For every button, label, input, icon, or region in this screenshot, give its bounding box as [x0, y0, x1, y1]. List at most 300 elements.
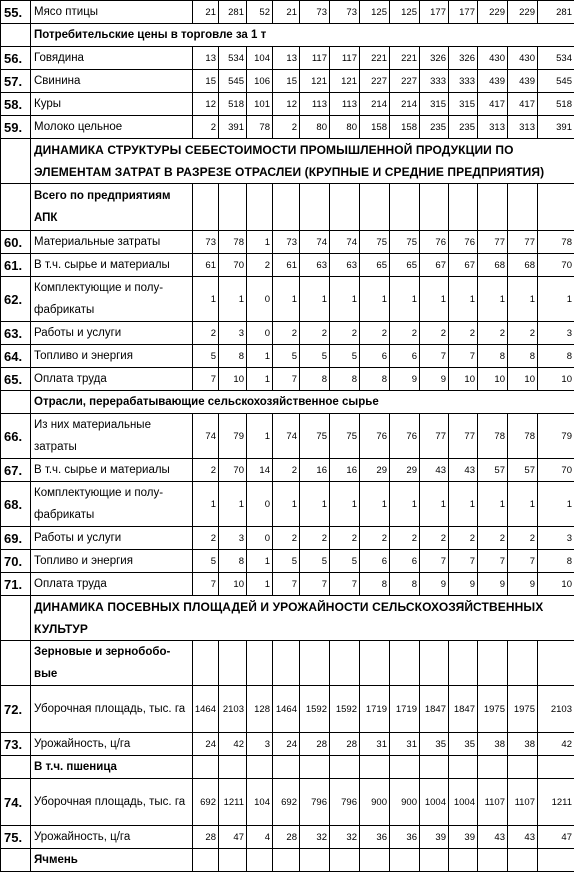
section-header: ДИНАМИКА СТРУКТУРЫ СЕБЕСТОИМОСТИ ПРОМЫШЛЕННОЙ ПРОДУКЦИИ ПО ЭЛЕМЕНТАМ ЗАТРАТ В РАЗРЕЗЕ ОТРАСЛЕИ (КРУПНЫЕ И СРЕДНИЕ ПРЕДПРИЯТИЯ) [31, 139, 574, 184]
empty-cell [360, 184, 390, 231]
value-cell: 75 [300, 414, 330, 459]
value-cell: 2 [330, 527, 360, 550]
value-cell: 227 [390, 70, 420, 93]
empty-cell [449, 641, 478, 686]
value-cell: 70 [538, 459, 574, 482]
value-cell: 24 [193, 733, 219, 756]
row-number: 74. [1, 779, 31, 826]
row-number [1, 756, 31, 779]
value-cell: 78 [247, 116, 273, 139]
value-cell: 9 [420, 368, 449, 391]
value-cell: 106 [247, 70, 273, 93]
value-cell: 2 [360, 527, 390, 550]
row-label: Топливо и энергия [31, 550, 193, 573]
row-number: 57. [1, 70, 31, 93]
value-cell: 75 [330, 414, 360, 459]
value-cell: 74 [330, 231, 360, 254]
value-cell: 31 [390, 733, 420, 756]
value-cell: 417 [478, 93, 508, 116]
empty-cell [420, 641, 449, 686]
empty-cell [193, 849, 219, 872]
value-cell: 5 [300, 550, 330, 573]
empty-cell [449, 184, 478, 231]
value-cell: 76 [390, 414, 420, 459]
value-cell: 796 [330, 779, 360, 826]
value-cell: 16 [300, 459, 330, 482]
empty-cell [273, 756, 300, 779]
table-row [1, 641, 574, 686]
table-row [1, 414, 574, 459]
value-cell: 229 [478, 1, 508, 24]
table-row [1, 345, 574, 368]
value-cell: 518 [538, 93, 574, 116]
empty-cell [508, 756, 538, 779]
value-cell: 77 [420, 414, 449, 459]
table-row [1, 116, 574, 139]
value-cell: 6 [390, 550, 420, 573]
row-label: Говядина [31, 47, 193, 70]
value-cell: 1592 [300, 686, 330, 733]
row-number: 63. [1, 322, 31, 345]
value-cell: 36 [390, 826, 420, 849]
value-cell: 1719 [390, 686, 420, 733]
value-cell: 1 [508, 277, 538, 322]
table-row [1, 596, 574, 641]
value-cell: 2 [193, 459, 219, 482]
value-cell: 101 [247, 93, 273, 116]
value-cell: 43 [449, 459, 478, 482]
empty-cell [538, 641, 574, 686]
value-cell: 1 [219, 277, 247, 322]
value-cell: 12 [273, 93, 300, 116]
value-cell: 1 [478, 277, 508, 322]
row-number: 70. [1, 550, 31, 573]
value-cell: 2 [300, 527, 330, 550]
value-cell: 121 [300, 70, 330, 93]
table-row [1, 277, 574, 322]
empty-cell [247, 756, 273, 779]
table-row [1, 527, 574, 550]
value-cell: 1 [273, 277, 300, 322]
row-label: Куры [31, 93, 193, 116]
value-cell: 125 [360, 1, 390, 24]
value-cell: 1464 [193, 686, 219, 733]
value-cell: 1 [193, 277, 219, 322]
value-cell: 1 [478, 482, 508, 527]
empty-cell [478, 641, 508, 686]
empty-cell [273, 184, 300, 231]
value-cell: 73 [273, 231, 300, 254]
empty-cell [449, 849, 478, 872]
value-cell: 63 [330, 254, 360, 277]
value-cell: 121 [330, 70, 360, 93]
value-cell: 1847 [449, 686, 478, 733]
value-cell: 1211 [219, 779, 247, 826]
value-cell: 333 [449, 70, 478, 93]
empty-cell [247, 184, 273, 231]
value-cell: 1 [330, 277, 360, 322]
value-cell: 21 [193, 1, 219, 24]
empty-cell [330, 849, 360, 872]
value-cell: 333 [420, 70, 449, 93]
value-cell: 1 [449, 482, 478, 527]
value-cell: 2 [360, 322, 390, 345]
value-cell: 221 [390, 47, 420, 70]
value-cell: 7 [300, 573, 330, 596]
value-cell: 430 [508, 47, 538, 70]
empty-cell [420, 184, 449, 231]
value-cell: 534 [538, 47, 574, 70]
value-cell: 117 [300, 47, 330, 70]
value-cell: 1 [390, 482, 420, 527]
empty-cell [219, 641, 247, 686]
table-row [1, 459, 574, 482]
value-cell: 10 [449, 368, 478, 391]
value-cell: 9 [508, 573, 538, 596]
empty-cell [390, 641, 420, 686]
row-number: 69. [1, 527, 31, 550]
value-cell: 3 [219, 322, 247, 345]
table-row [1, 368, 574, 391]
value-cell: 391 [219, 116, 247, 139]
row-label: Материальные затраты [31, 231, 193, 254]
row-label: Уборочная площадь, тыс. га [31, 779, 193, 826]
value-cell: 35 [420, 733, 449, 756]
value-cell: 1 [330, 482, 360, 527]
value-cell: 76 [449, 231, 478, 254]
row-number [1, 849, 31, 872]
value-cell: 6 [360, 550, 390, 573]
value-cell: 67 [420, 254, 449, 277]
value-cell: 2 [508, 322, 538, 345]
empty-cell [193, 756, 219, 779]
value-cell: 391 [538, 116, 574, 139]
value-cell: 63 [300, 254, 330, 277]
value-cell: 28 [300, 733, 330, 756]
value-cell: 13 [273, 47, 300, 70]
value-cell: 692 [193, 779, 219, 826]
row-number: 55. [1, 1, 31, 24]
value-cell: 9 [420, 573, 449, 596]
value-cell: 9 [449, 573, 478, 596]
value-cell: 7 [330, 573, 360, 596]
value-cell: 36 [360, 826, 390, 849]
value-cell: 79 [538, 414, 574, 459]
empty-cell [390, 849, 420, 872]
row-label: Мясо птицы [31, 1, 193, 24]
row-label: Свинина [31, 70, 193, 93]
row-number: 65. [1, 368, 31, 391]
value-cell: 326 [420, 47, 449, 70]
value-cell: 229 [508, 1, 538, 24]
subsection-label: Всего по предприятиям АПК [31, 184, 193, 231]
value-cell: 8 [538, 345, 574, 368]
empty-cell [538, 756, 574, 779]
value-cell: 78 [508, 414, 538, 459]
value-cell: 0 [247, 482, 273, 527]
empty-cell [360, 756, 390, 779]
value-cell: 9 [478, 573, 508, 596]
value-cell: 74 [273, 414, 300, 459]
value-cell: 7 [193, 573, 219, 596]
row-number: 71. [1, 573, 31, 596]
value-cell: 2 [273, 322, 300, 345]
value-cell: 76 [420, 231, 449, 254]
empty-cell [273, 849, 300, 872]
value-cell: 1107 [478, 779, 508, 826]
value-cell: 10 [508, 368, 538, 391]
table-row [1, 231, 574, 254]
empty-cell [508, 641, 538, 686]
value-cell: 28 [273, 826, 300, 849]
value-cell: 78 [219, 231, 247, 254]
value-cell: 1975 [508, 686, 538, 733]
value-cell: 10 [538, 368, 574, 391]
table-row [1, 93, 574, 116]
value-cell: 2 [300, 322, 330, 345]
table-row [1, 139, 574, 184]
value-cell: 38 [478, 733, 508, 756]
value-cell: 9 [390, 368, 420, 391]
empty-cell [219, 849, 247, 872]
value-cell: 70 [538, 254, 574, 277]
value-cell: 1 [300, 482, 330, 527]
value-cell: 8 [300, 368, 330, 391]
value-cell: 65 [390, 254, 420, 277]
value-cell: 7 [420, 550, 449, 573]
value-cell: 2 [478, 527, 508, 550]
value-cell: 78 [538, 231, 574, 254]
value-cell: 177 [449, 1, 478, 24]
value-cell: 8 [219, 345, 247, 368]
value-cell: 0 [247, 277, 273, 322]
value-cell: 61 [193, 254, 219, 277]
value-cell: 1 [300, 277, 330, 322]
value-cell: 13 [193, 47, 219, 70]
subsection-label: Зерновые и зернобобо-вые [31, 641, 193, 686]
value-cell: 7 [193, 368, 219, 391]
value-cell: 1 [247, 231, 273, 254]
row-label: Комплектующие и полу-фабрикаты [31, 482, 193, 527]
value-cell: 1975 [478, 686, 508, 733]
table-row [1, 47, 574, 70]
value-cell: 32 [300, 826, 330, 849]
row-number [1, 391, 31, 414]
value-cell: 52 [247, 1, 273, 24]
value-cell: 214 [390, 93, 420, 116]
empty-cell [538, 184, 574, 231]
value-cell: 61 [273, 254, 300, 277]
table-row [1, 391, 574, 414]
empty-cell [300, 849, 330, 872]
empty-cell [247, 849, 273, 872]
table-row [1, 756, 574, 779]
value-cell: 42 [538, 733, 574, 756]
row-number [1, 184, 31, 231]
row-label: В т.ч. сырье и материалы [31, 459, 193, 482]
value-cell: 158 [390, 116, 420, 139]
empty-cell [390, 184, 420, 231]
value-cell: 326 [449, 47, 478, 70]
value-cell: 47 [538, 826, 574, 849]
value-cell: 117 [330, 47, 360, 70]
value-cell: 3 [247, 733, 273, 756]
section-header: ДИНАМИКА ПОСЕВНЫХ ПЛОЩАДЕЙ И УРОЖАЙНОСТИ СЕЛЬСКОХОЗЯЙСТВЕННЫХ КУЛЬТУР [31, 596, 574, 641]
value-cell: 104 [247, 47, 273, 70]
value-cell: 1847 [420, 686, 449, 733]
empty-cell [219, 756, 247, 779]
value-cell: 2103 [538, 686, 574, 733]
value-cell: 2 [330, 322, 360, 345]
value-cell: 15 [273, 70, 300, 93]
value-cell: 15 [193, 70, 219, 93]
value-cell: 24 [273, 733, 300, 756]
subsection-label: В т.ч. пшеница [31, 756, 193, 779]
empty-cell [478, 849, 508, 872]
value-cell: 8 [219, 550, 247, 573]
value-cell: 281 [538, 1, 574, 24]
empty-cell [247, 641, 273, 686]
value-cell: 57 [508, 459, 538, 482]
value-cell: 5 [330, 550, 360, 573]
value-cell: 8 [360, 573, 390, 596]
value-cell: 1 [420, 482, 449, 527]
value-cell: 315 [449, 93, 478, 116]
row-number: 75. [1, 826, 31, 849]
value-cell: 5 [330, 345, 360, 368]
value-cell: 2 [247, 254, 273, 277]
table-row [1, 826, 574, 849]
row-number [1, 139, 31, 184]
value-cell: 1 [420, 277, 449, 322]
value-cell: 2 [449, 527, 478, 550]
value-cell: 5 [273, 550, 300, 573]
value-cell: 8 [478, 345, 508, 368]
empty-cell [420, 756, 449, 779]
value-cell: 417 [508, 93, 538, 116]
value-cell: 1 [247, 550, 273, 573]
value-cell: 3 [538, 322, 574, 345]
value-cell: 7 [273, 368, 300, 391]
value-cell: 39 [449, 826, 478, 849]
value-cell: 158 [360, 116, 390, 139]
row-number: 67. [1, 459, 31, 482]
table-row [1, 779, 574, 826]
row-number [1, 641, 31, 686]
value-cell: 74 [300, 231, 330, 254]
empty-cell [478, 184, 508, 231]
value-cell: 1 [390, 277, 420, 322]
empty-cell [420, 849, 449, 872]
table-row [1, 70, 574, 93]
value-cell: 1211 [538, 779, 574, 826]
row-number: 58. [1, 93, 31, 116]
value-cell: 7 [273, 573, 300, 596]
value-cell: 2 [273, 116, 300, 139]
value-cell: 900 [390, 779, 420, 826]
value-cell: 70 [219, 459, 247, 482]
value-cell: 1 [360, 277, 390, 322]
table-row [1, 733, 574, 756]
value-cell: 1 [538, 277, 574, 322]
value-cell: 80 [330, 116, 360, 139]
value-cell: 692 [273, 779, 300, 826]
empty-cell [300, 641, 330, 686]
value-cell: 57 [478, 459, 508, 482]
row-number: 68. [1, 482, 31, 527]
row-label: Оплата труда [31, 368, 193, 391]
row-number [1, 596, 31, 641]
value-cell: 128 [247, 686, 273, 733]
value-cell: 43 [508, 826, 538, 849]
value-cell: 2 [193, 322, 219, 345]
value-cell: 1 [247, 368, 273, 391]
value-cell: 29 [390, 459, 420, 482]
value-cell: 74 [193, 414, 219, 459]
row-label: В т.ч. сырье и материалы [31, 254, 193, 277]
value-cell: 2 [449, 322, 478, 345]
value-cell: 76 [360, 414, 390, 459]
empty-cell [508, 849, 538, 872]
subsection-label: Ячмень [31, 849, 193, 872]
row-number: 66. [1, 414, 31, 459]
value-cell: 47 [219, 826, 247, 849]
value-cell: 1 [193, 482, 219, 527]
value-cell: 1 [273, 482, 300, 527]
empty-cell [300, 756, 330, 779]
value-cell: 2 [273, 527, 300, 550]
table-row [1, 24, 574, 47]
table-row [1, 573, 574, 596]
value-cell: 3 [538, 527, 574, 550]
value-cell: 10 [538, 573, 574, 596]
value-cell: 2 [193, 116, 219, 139]
value-cell: 73 [193, 231, 219, 254]
empty-cell [219, 184, 247, 231]
value-cell: 77 [449, 414, 478, 459]
value-cell: 796 [300, 779, 330, 826]
value-cell: 545 [538, 70, 574, 93]
value-cell: 104 [247, 779, 273, 826]
value-cell: 10 [478, 368, 508, 391]
row-label: Комплектующие и полу-фабрикаты [31, 277, 193, 322]
value-cell: 2 [508, 527, 538, 550]
value-cell: 32 [330, 826, 360, 849]
table-row [1, 482, 574, 527]
row-label: Оплата труда [31, 573, 193, 596]
value-cell: 7 [420, 345, 449, 368]
value-cell: 10 [219, 573, 247, 596]
value-cell: 35 [449, 733, 478, 756]
value-cell: 430 [478, 47, 508, 70]
table-row [1, 849, 574, 872]
value-cell: 2 [390, 322, 420, 345]
value-cell: 534 [219, 47, 247, 70]
value-cell: 43 [420, 459, 449, 482]
row-number: 64. [1, 345, 31, 368]
row-label: Молоко цельное [31, 116, 193, 139]
value-cell: 7 [449, 550, 478, 573]
value-cell: 2 [193, 527, 219, 550]
value-cell: 12 [193, 93, 219, 116]
value-cell: 8 [508, 345, 538, 368]
value-cell: 1 [449, 277, 478, 322]
value-cell: 38 [508, 733, 538, 756]
value-cell: 1 [247, 573, 273, 596]
value-cell: 2 [273, 459, 300, 482]
value-cell: 2 [390, 527, 420, 550]
value-cell: 227 [360, 70, 390, 93]
